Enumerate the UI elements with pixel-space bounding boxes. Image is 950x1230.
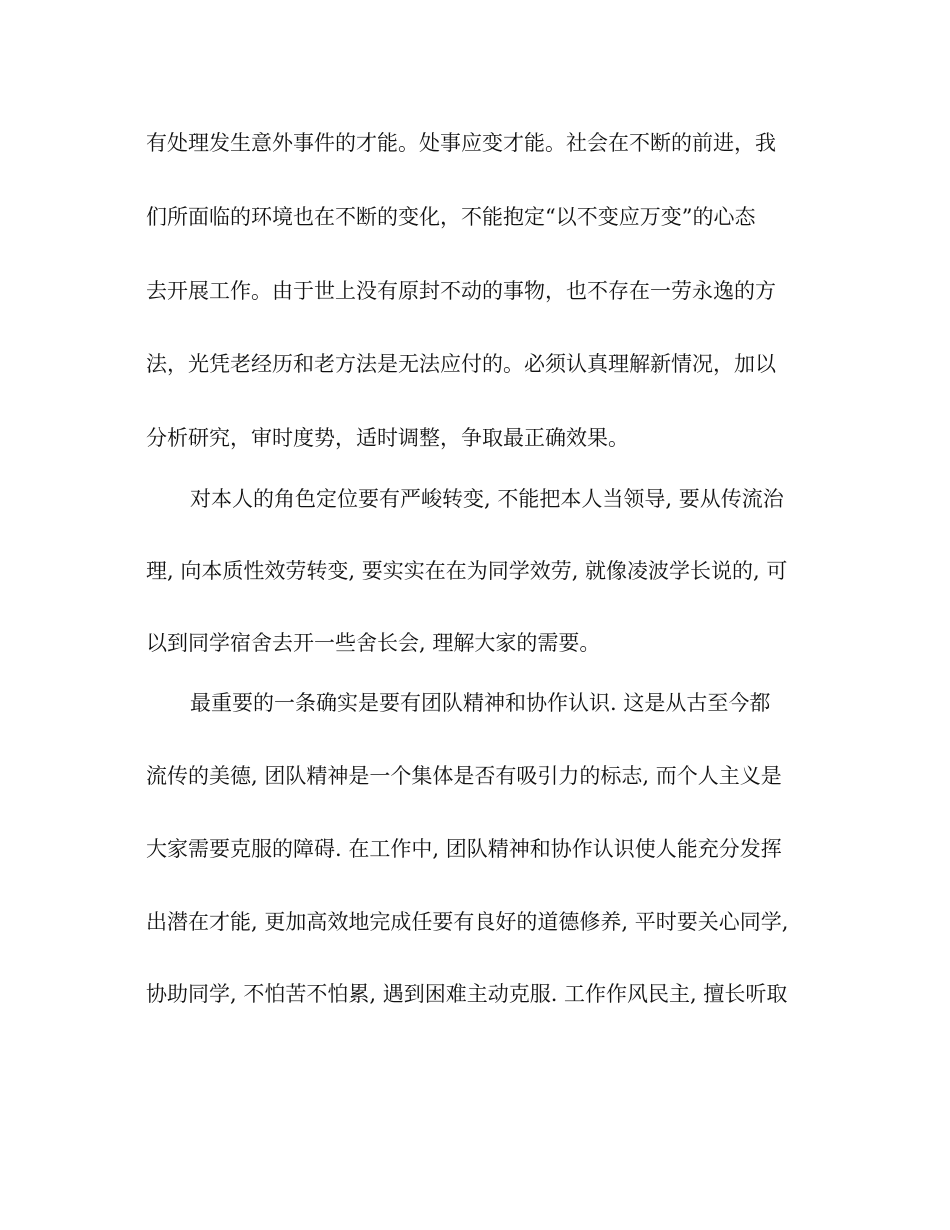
text-line: 们所面临的环境也在不断的变化，不能抱定“以不变应万变”的心态 [146, 205, 756, 229]
text-line: 出潜在才能, 更加高效地完成任要有良好的道德修养, 平时要关心同学, [146, 910, 789, 934]
text-line: 有处理发生意外事件的才能。处事应变才能。社会在不断的前进，我 [146, 131, 776, 155]
paragraph-first-line: 对本人的角色定位要有严峻转变, 不能把本人当领导, 要从传流治 [190, 487, 784, 511]
text-line: 理, 向本质性效劳转变, 要实实在在为同学效劳, 就像凌波学长说的, 可 [146, 559, 788, 583]
text-line: 协助同学, 不怕苦不怕累, 遇到困难主动克服. 工作作风民主, 擅长听取 [146, 982, 788, 1006]
text-line: 去开展工作。由于世上没有原封不动的事物，也不存在一劳永逸的方 [146, 279, 776, 303]
paragraph-first-line: 最重要的一条确实是要有团队精神和协作认识. 这是从古至今都 [190, 691, 771, 715]
text-line: 以到同学宿舍去开一些舍长会, 理解大家的需要。 [146, 631, 601, 655]
text-line: 流传的美德, 团队精神是一个集体是否有吸引力的标志, 而个人主义是 [146, 764, 782, 788]
text-line: 分析研究，审时度势，适时调整，争取最正确效果。 [146, 426, 629, 450]
text-line: 法，光凭老经历和老方法是无法应付的。必须认真理解新情况，加以 [146, 352, 776, 376]
text-line: 大家需要克服的障碍. 在工作中, 团队精神和协作认识使人能充分发挥 [146, 837, 782, 861]
